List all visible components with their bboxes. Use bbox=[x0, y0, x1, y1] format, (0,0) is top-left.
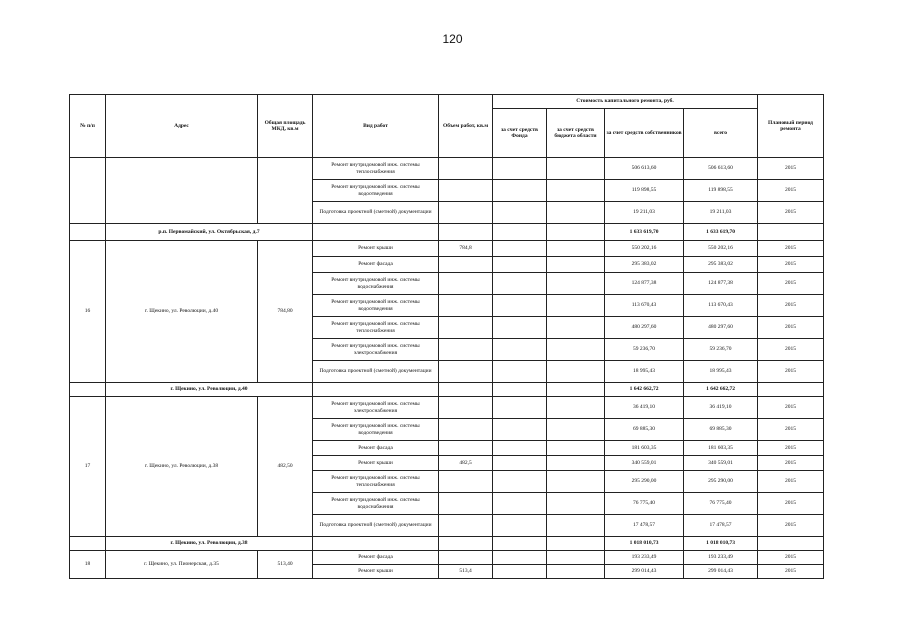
cell-work: Ремонт крыши bbox=[313, 456, 439, 471]
subtotal-total: 1 018 010,73 bbox=[684, 537, 758, 551]
cell-owners: 59 236,70 bbox=[605, 339, 684, 361]
cell-total: 480 297,60 bbox=[684, 317, 758, 339]
cell-volume bbox=[439, 180, 493, 202]
cell-budget bbox=[547, 471, 605, 493]
header-address: Адрес bbox=[106, 95, 258, 158]
cell-volume bbox=[439, 493, 493, 515]
cell-budget bbox=[547, 158, 605, 180]
cell-period: 2015 bbox=[758, 339, 824, 361]
cell-period bbox=[758, 224, 824, 241]
cell-budget bbox=[547, 361, 605, 383]
cell-volume bbox=[439, 361, 493, 383]
cell-budget bbox=[547, 419, 605, 441]
cell-owners: 36 419,10 bbox=[605, 397, 684, 419]
cell-work: Подготовка проектной (сметной) документации bbox=[313, 202, 439, 224]
cell-total: 124 877,38 bbox=[684, 273, 758, 295]
cell-owners: 506 613,60 bbox=[605, 158, 684, 180]
cell-work: Ремонт крыши bbox=[313, 241, 439, 257]
cell-owners: 19 211,03 bbox=[605, 202, 684, 224]
cell-period bbox=[758, 537, 824, 551]
cell-volume bbox=[439, 158, 493, 180]
cell-budget bbox=[547, 202, 605, 224]
cell-total: 76 775,40 bbox=[684, 493, 758, 515]
cell-volume bbox=[439, 383, 493, 397]
subtotal-label: г. Щекино, ул. Революции, д.40 bbox=[106, 383, 313, 397]
cell-owners: 550 202,16 bbox=[605, 241, 684, 257]
cell-volume bbox=[439, 537, 493, 551]
cell-owners: 18 995,43 bbox=[605, 361, 684, 383]
cell-fund bbox=[493, 257, 547, 273]
cell-total: 181 603,35 bbox=[684, 441, 758, 456]
cell-no: 16 bbox=[70, 241, 106, 383]
cell-budget bbox=[547, 456, 605, 471]
cell-no bbox=[70, 224, 106, 241]
cell-total: 193 233,49 bbox=[684, 551, 758, 565]
cell-no bbox=[70, 158, 106, 224]
cell-total: 59 236,70 bbox=[684, 339, 758, 361]
cell-total: 36 419,10 bbox=[684, 397, 758, 419]
cell-volume bbox=[439, 295, 493, 317]
cell-work: Ремонт фасада bbox=[313, 441, 439, 456]
cell-total: 119 898,55 bbox=[684, 180, 758, 202]
cell-fund bbox=[493, 456, 547, 471]
cell-volume bbox=[439, 224, 493, 241]
cell-fund bbox=[493, 317, 547, 339]
cell-budget bbox=[547, 551, 605, 565]
subtotal-label: р.п. Первомайский, ул. Октябрьская, д.7 bbox=[106, 224, 313, 241]
cell-fund bbox=[493, 361, 547, 383]
cell-period: 2015 bbox=[758, 456, 824, 471]
cell-fund bbox=[493, 158, 547, 180]
cell-fund bbox=[493, 471, 547, 493]
cell-volume: 784,8 bbox=[439, 241, 493, 257]
cell-no: 17 bbox=[70, 397, 106, 537]
cell-period: 2015 bbox=[758, 565, 824, 579]
header-budget: за счет средств бюджета области bbox=[547, 109, 605, 158]
cell-no bbox=[70, 537, 106, 551]
cell-address: г. Щекино, ул. Революции, д.40 bbox=[106, 241, 258, 383]
cell-volume bbox=[439, 419, 493, 441]
cell-fund bbox=[493, 224, 547, 241]
cell-owners: 193 233,49 bbox=[605, 551, 684, 565]
cell-fund bbox=[493, 339, 547, 361]
cell-fund bbox=[493, 202, 547, 224]
cell-budget bbox=[547, 180, 605, 202]
cell-period: 2015 bbox=[758, 295, 824, 317]
cell-area: 482,50 bbox=[258, 397, 313, 537]
cell-budget bbox=[547, 493, 605, 515]
cell-volume: 482,5 bbox=[439, 456, 493, 471]
cell-budget bbox=[547, 273, 605, 295]
cell-volume bbox=[439, 339, 493, 361]
header-period: Плановый период ремонта bbox=[758, 95, 824, 158]
cell-fund bbox=[493, 419, 547, 441]
cell-budget bbox=[547, 565, 605, 579]
cell-area bbox=[258, 158, 313, 224]
cell-volume bbox=[439, 551, 493, 565]
cell-total: 69 885,30 bbox=[684, 419, 758, 441]
cell-total: 295 383,02 bbox=[684, 257, 758, 273]
cell-owners: 69 885,30 bbox=[605, 419, 684, 441]
subtotal-owners: 1 633 619,70 bbox=[605, 224, 684, 241]
cell-total: 299 014,43 bbox=[684, 565, 758, 579]
cell-budget bbox=[547, 224, 605, 241]
cell-owners: 124 877,38 bbox=[605, 273, 684, 295]
cell-period: 2015 bbox=[758, 273, 824, 295]
cell-owners: 76 775,40 bbox=[605, 493, 684, 515]
subtotal-owners: 1 018 010,73 bbox=[605, 537, 684, 551]
cell-period: 2015 bbox=[758, 471, 824, 493]
cell-work: Ремонт внутридомовой инж. системы теплоснабжения bbox=[313, 471, 439, 493]
cell-work bbox=[313, 224, 439, 241]
cell-period: 2015 bbox=[758, 493, 824, 515]
cell-fund bbox=[493, 241, 547, 257]
header-fund: за счет средств Фонда bbox=[493, 109, 547, 158]
cell-work: Ремонт внутридомовой инж. системы водоотведения bbox=[313, 295, 439, 317]
table-row bbox=[70, 241, 824, 257]
header-area: Общая площадь МКД, кв.м bbox=[258, 95, 313, 158]
cell-address: г. Щекино, ул. Революции, д.38 bbox=[106, 397, 258, 537]
cell-owners: 295 383,02 bbox=[605, 257, 684, 273]
cell-period: 2015 bbox=[758, 202, 824, 224]
cell-fund bbox=[493, 551, 547, 565]
header-total: всего bbox=[684, 109, 758, 158]
cell-work: Ремонт внутридомовой инж. системы электроснабжения bbox=[313, 397, 439, 419]
cell-fund bbox=[493, 273, 547, 295]
cell-no: 18 bbox=[70, 551, 106, 579]
cell-period bbox=[758, 383, 824, 397]
cell-period: 2015 bbox=[758, 241, 824, 257]
subtotal-row bbox=[70, 537, 824, 551]
cell-owners: 299 014,43 bbox=[605, 565, 684, 579]
cell-fund bbox=[493, 441, 547, 456]
cell-owners: 181 603,35 bbox=[605, 441, 684, 456]
cell-work: Ремонт фасада bbox=[313, 257, 439, 273]
cell-period: 2015 bbox=[758, 515, 824, 537]
cell-work bbox=[313, 383, 439, 397]
cell-work: Ремонт внутридомовой инж. системы водоотведения bbox=[313, 180, 439, 202]
cell-volume: 513,4 bbox=[439, 565, 493, 579]
header-no: № п/п bbox=[70, 95, 106, 158]
cell-budget bbox=[547, 515, 605, 537]
cell-budget bbox=[547, 397, 605, 419]
cell-fund bbox=[493, 383, 547, 397]
cell-work: Ремонт внутридомовой инж. системы водоотведения bbox=[313, 419, 439, 441]
cell-period: 2015 bbox=[758, 317, 824, 339]
cell-owners: 113 670,43 bbox=[605, 295, 684, 317]
cell-budget bbox=[547, 241, 605, 257]
cell-period: 2015 bbox=[758, 397, 824, 419]
cell-budget bbox=[547, 317, 605, 339]
cell-address: г. Щекино, ул. Пионерская, д.35 bbox=[106, 551, 258, 579]
cell-owners: 340 559,01 bbox=[605, 456, 684, 471]
cell-total: 113 670,43 bbox=[684, 295, 758, 317]
cell-budget bbox=[547, 257, 605, 273]
cell-fund bbox=[493, 565, 547, 579]
cell-volume bbox=[439, 273, 493, 295]
cell-budget bbox=[547, 383, 605, 397]
cell-work: Ремонт внутридомовой инж. системы водоснабжения bbox=[313, 493, 439, 515]
cell-fund bbox=[493, 295, 547, 317]
cell-work: Ремонт внутридомовой инж. системы электроснабжения bbox=[313, 339, 439, 361]
cell-total: 340 559,01 bbox=[684, 456, 758, 471]
cell-fund bbox=[493, 180, 547, 202]
cell-work: Подготовка проектной (сметной) документации bbox=[313, 361, 439, 383]
cell-budget bbox=[547, 441, 605, 456]
cell-fund bbox=[493, 493, 547, 515]
cell-volume bbox=[439, 257, 493, 273]
cell-no bbox=[70, 383, 106, 397]
cell-fund bbox=[493, 397, 547, 419]
cell-work: Ремонт внутридомовой инж. системы теплоснабжения bbox=[313, 158, 439, 180]
cell-volume bbox=[439, 471, 493, 493]
cell-period: 2015 bbox=[758, 551, 824, 565]
cell-period: 2015 bbox=[758, 158, 824, 180]
subtotal-row bbox=[70, 383, 824, 397]
page-number: 120 bbox=[442, 32, 463, 46]
cell-fund bbox=[493, 515, 547, 537]
cell-period: 2015 bbox=[758, 257, 824, 273]
cell-owners: 480 297,60 bbox=[605, 317, 684, 339]
cell-owners: 119 898,55 bbox=[605, 180, 684, 202]
cell-period: 2015 bbox=[758, 180, 824, 202]
cell-total: 506 613,60 bbox=[684, 158, 758, 180]
cell-period: 2015 bbox=[758, 441, 824, 456]
cell-period: 2015 bbox=[758, 361, 824, 383]
cell-total: 17 478,57 bbox=[684, 515, 758, 537]
cell-address bbox=[106, 158, 258, 224]
cell-work bbox=[313, 537, 439, 551]
cell-owners: 295 290,00 bbox=[605, 471, 684, 493]
cell-volume bbox=[439, 441, 493, 456]
header-cost-group: Стоимость капитального ремонта, руб. bbox=[493, 95, 758, 109]
table-row bbox=[70, 397, 824, 419]
table-row bbox=[70, 551, 824, 565]
cell-work: Подготовка проектной (сметной) документации bbox=[313, 515, 439, 537]
table-row bbox=[70, 158, 824, 180]
cell-budget bbox=[547, 339, 605, 361]
cell-area: 784,80 bbox=[258, 241, 313, 383]
header-work-type: Вид работ bbox=[313, 95, 439, 158]
cell-work: Ремонт внутридомовой инж. системы теплоснабжения bbox=[313, 317, 439, 339]
cell-work: Ремонт крыши bbox=[313, 565, 439, 579]
cell-fund bbox=[493, 537, 547, 551]
repair-table bbox=[69, 94, 824, 579]
cell-total: 550 202,16 bbox=[684, 241, 758, 257]
subtotal-total: 1 642 662,72 bbox=[684, 383, 758, 397]
cell-total: 295 290,00 bbox=[684, 471, 758, 493]
cell-work: Ремонт внутридомовой инж. системы водоснабжения bbox=[313, 273, 439, 295]
subtotal-label: г. Щекино, ул. Революции, д.38 bbox=[106, 537, 313, 551]
cell-volume bbox=[439, 202, 493, 224]
cell-volume bbox=[439, 397, 493, 419]
cell-work: Ремонт фасада bbox=[313, 551, 439, 565]
subtotal-owners: 1 642 662,72 bbox=[605, 383, 684, 397]
subtotal-row bbox=[70, 224, 824, 241]
cell-owners: 17 478,57 bbox=[605, 515, 684, 537]
cell-period: 2015 bbox=[758, 419, 824, 441]
cell-volume bbox=[439, 317, 493, 339]
cell-budget bbox=[547, 537, 605, 551]
cell-area: 513,40 bbox=[258, 551, 313, 579]
header-owners: за счет средств собственников bbox=[605, 109, 684, 158]
cell-total: 19 211,03 bbox=[684, 202, 758, 224]
subtotal-total: 1 633 619,70 bbox=[684, 224, 758, 241]
cell-budget bbox=[547, 295, 605, 317]
cell-total: 18 995,43 bbox=[684, 361, 758, 383]
header-volume: Объем работ, кв.м bbox=[439, 95, 493, 158]
cell-volume bbox=[439, 515, 493, 537]
